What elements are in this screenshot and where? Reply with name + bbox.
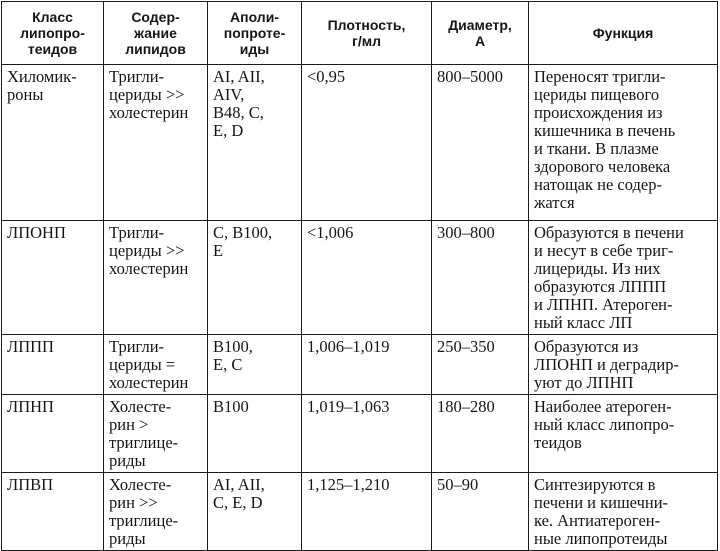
table-header-row (2, 2, 718, 65)
cell-density: <0,95 (302, 65, 432, 221)
cell-diameter: 300–800 (432, 221, 529, 335)
cell-lipids: Тригли- цериды >> холестерин (104, 65, 208, 221)
cell-function: Образуются в печени и несут в себе триг- лицериды. Из них образуются ЛППП и ЛПНП. Атероген- ный класс ЛП (529, 221, 718, 335)
table-row (2, 473, 718, 551)
cell-function: Переносят тригли- цериды пищевого происхождения из кишечника в печень и ткани. В плазме здорового человека натощак не содер- жатся (529, 65, 718, 221)
cell-apolipoproteins: C, B100, E (208, 221, 302, 335)
cell-class: ЛПОНП (2, 221, 104, 335)
header-class: Класс липопро- теидов (2, 2, 104, 65)
cell-lipids: Тригли- цериды = холестерин (104, 335, 208, 395)
cell-density: 1,006–1,019 (302, 335, 432, 395)
cell-function: Образуются из ЛПОНП и деградир- уют до ЛПНП (529, 335, 718, 395)
cell-density: 1,125–1,210 (302, 473, 432, 551)
cell-diameter: 50–90 (432, 473, 529, 551)
cell-diameter: 180–280 (432, 395, 529, 473)
cell-class: ЛППП (2, 335, 104, 395)
cell-lipids: Холесте- рин > триглице- риды (104, 395, 208, 473)
cell-diameter: 800–5000 (432, 65, 529, 221)
cell-lipids: Тригли- цериды >> холестерин (104, 221, 208, 335)
header-diameter: Диаметр, А (432, 2, 529, 65)
cell-apolipoproteins: B100 (208, 395, 302, 473)
cell-lipids: Холесте- рин >> триглице- риды (104, 473, 208, 551)
cell-class: Хиломик- роны (2, 65, 104, 221)
cell-density: 1,019–1,063 (302, 395, 432, 473)
cell-function: Наиболее атероген- ный класс липопро- теидов (529, 395, 718, 473)
header-function: Функция (529, 2, 718, 65)
cell-apolipoproteins: AI, AII, AIV, B48, C, E, D (208, 65, 302, 221)
table-row (2, 65, 718, 221)
header-density: Плотность, г/мл (302, 2, 432, 65)
cell-density: <1,006 (302, 221, 432, 335)
cell-diameter: 250–350 (432, 335, 529, 395)
cell-function: Синтезируются в печени и кишечни- ке. Антиатероген- ные липопротеиды (529, 473, 718, 551)
header-apolipoproteins: Аполи- попроте- иды (208, 2, 302, 65)
table-row (2, 335, 718, 395)
cell-class: ЛПНП (2, 395, 104, 473)
header-lipid-content: Содер- жание липидов (104, 2, 208, 65)
cell-apolipoproteins: B100, E, C (208, 335, 302, 395)
table-row (2, 395, 718, 473)
table-row (2, 221, 718, 335)
lipoprotein-classes-table (1, 1, 718, 551)
cell-class: ЛПВП (2, 473, 104, 551)
cell-apolipoproteins: AI, AII, C, E, D (208, 473, 302, 551)
